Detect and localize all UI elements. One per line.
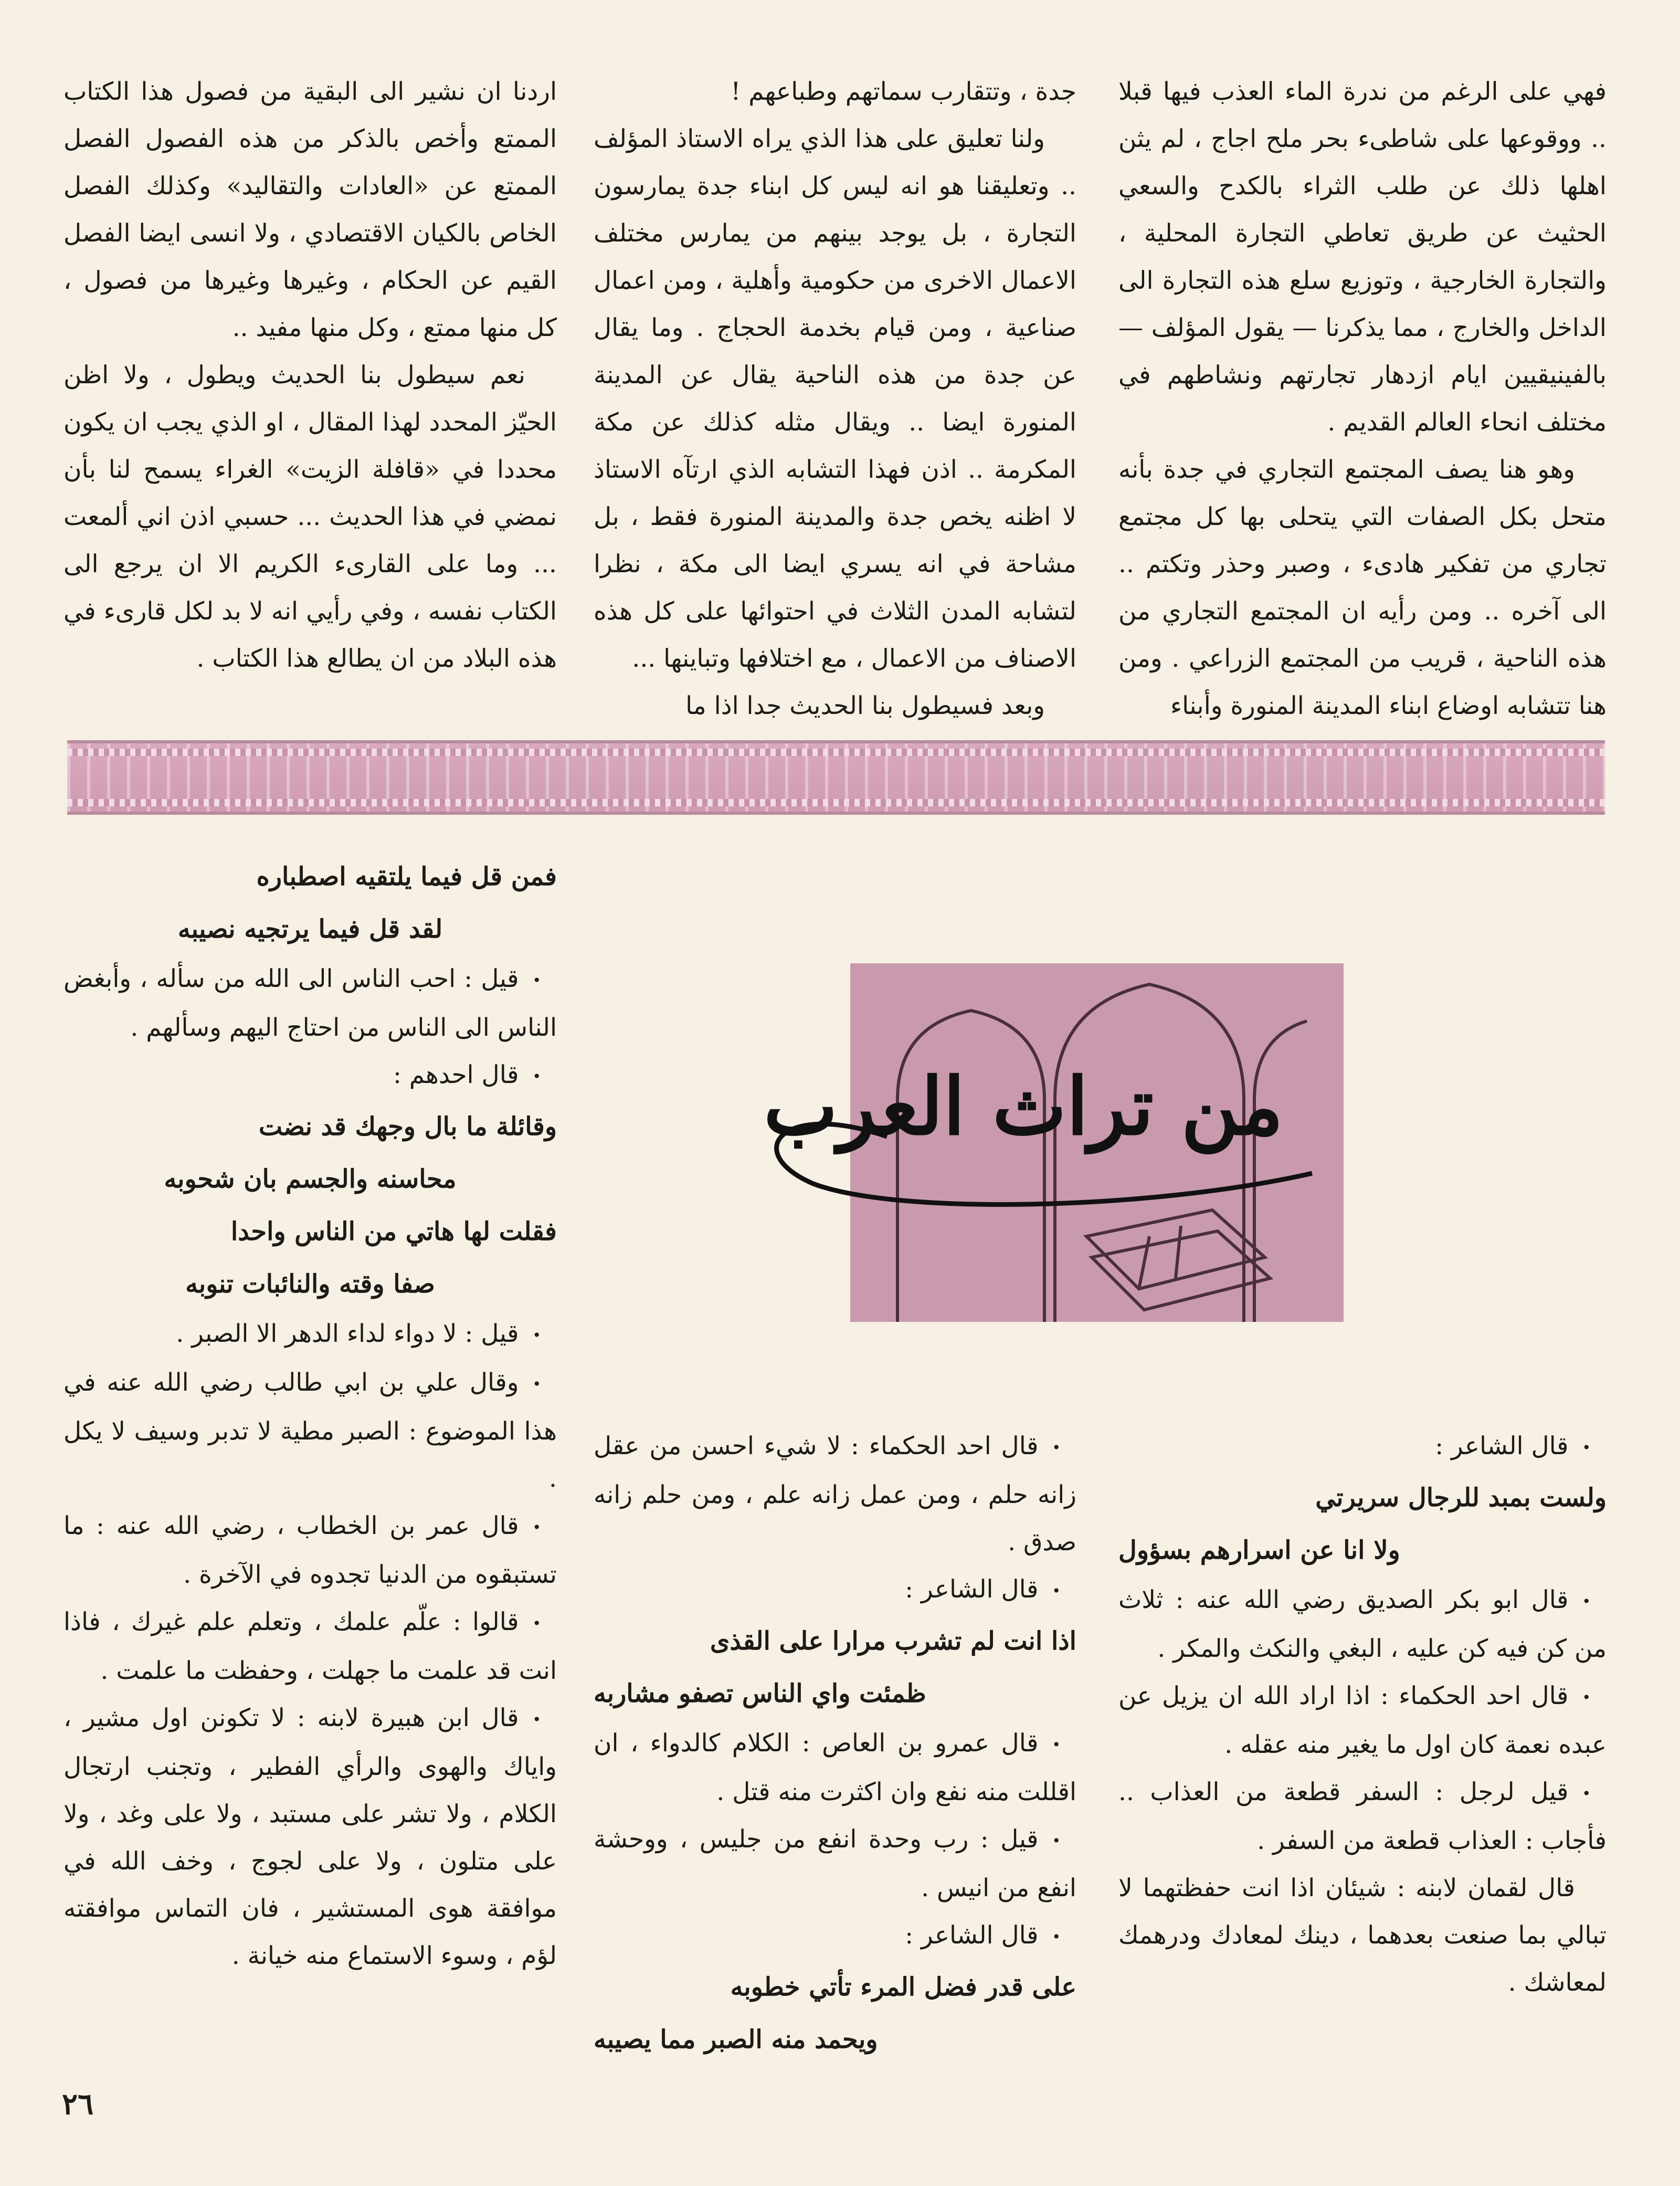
paragraph: فهي على الرغم من ندرة الماء العذب فيها قبلا .. ووقوعها على شاطىء بحر ملح اجاج ، لم يثن اهلها ذلك عن طلب الثراء بالكدح والسعي الحثيث عن طريق تعاطي التجارة المحلية ، والتجارة الخارجية ، وتوزيع سلع هذه التجارة الى الداخل والخارج ، مما يذكرنا — يقول المؤلف — بالفينيقيين ايام ازدهار تجارتهم ونشاطهم في مختلف انحاء العالم القديم . xyxy=(1118,77,1607,437)
list-item: • قيل : لا دواء لداء الدهر الا الصبر . xyxy=(64,1310,557,1359)
list-item: • قال الشاعر : xyxy=(594,1912,1076,1961)
verse-line: اذا انت لم تشرب مرارا على القذى xyxy=(710,1626,1076,1656)
verse-line: صفا وقته والنائبات تنوبه xyxy=(185,1269,435,1299)
list-item: • قيل : رب وحدة انفع من جليس ، ووحشة انفع من انيس . xyxy=(594,1816,1076,1912)
list-item: • قال احد الحكماء : لا شيء احسن من عقل زانه حلم ، ومن عمل زانه علم ، ومن حلم زانه صدق . xyxy=(594,1423,1076,1566)
paragraph: وهو هنا يصف المجتمع التجاري في جدة بأنه متحل بكل الصفات التي يتحلى بها كل مجتمع تجاري من تفكير هادىء ، وصبر وحذر وتكتم .. الى آخره .. ومن رأيه ان المجتمع التجاري من هذه الناحية ، قريب من المجتمع الزراعي . ومن هنا تتشابه اوضاع ابناء المدينة المنورة وأبناء xyxy=(1118,455,1607,720)
list-item: • قال عمر بن الخطاب ، رضي الله عنه : ما تستبقوه من الدنيا تجدوه في الآخرة . xyxy=(64,1502,557,1599)
top-column-middle xyxy=(594,68,1076,730)
list-item: • قال احدهم : xyxy=(64,1052,557,1100)
paragraph: اردنا ان نشير الى البقية من فصول هذا الكتاب الممتع وأخص بالذكر من هذه الفصول الفصل الممتع عن «العادات والتقاليد» وكذلك الفصل الخاص بالكيان الاقتصادي ، ولا انسى ايضا الفصل القيم عن الحكام ، وغيرها وغيرها من فصول ، كل منها ممتع ، وكل منها مفيد .. xyxy=(64,77,557,342)
bottom-column-middle xyxy=(594,1423,1076,2066)
paragraph: جدة ، وتتقارب سماتهم وطباعهم ! xyxy=(731,77,1076,106)
list-item: • قالوا : علّم علمك ، وتعلم علم غيرك ، فاذا انت قد علمت ما جهلت ، وحفظت ما علمت . xyxy=(64,1599,557,1695)
verse-line: ظمئت واي الناس تصفو مشاربه xyxy=(594,1679,926,1708)
list-item: • قال الشاعر : xyxy=(594,1566,1076,1615)
verse-line: ولست بمبد للرجال سريرتي xyxy=(1315,1483,1607,1512)
section-title: من تراث العرب xyxy=(763,1060,1284,1153)
verse-line: فقلت لها هاتي من الناس واحدا xyxy=(230,1217,557,1246)
list-item: • قال احد الحكماء : اذا اراد الله ان يزيل عن عبده نعمة كان اول ما يغير منه عقله . xyxy=(1118,1673,1607,1769)
list-item: • قال عمرو بن العاص : الكلام كالدواء ، ان اقللت منه نفع وان اكثرت منه قتل . xyxy=(594,1720,1076,1816)
bottom-column-right xyxy=(1118,1423,1607,2006)
verse-line: ويحمد منه الصبر مما يصيبه xyxy=(594,2025,878,2054)
list-item: • قال الشاعر : xyxy=(1118,1423,1607,1472)
list-item: • وقال علي بن ابي طالب رضي الله عنه في هذا الموضوع : الصبر مطية لا تدبر وسيف لا يكل . xyxy=(64,1359,557,1502)
decorative-banner xyxy=(67,740,1605,815)
verse-line: ولا انا عن اسرارهم بسؤول xyxy=(1118,1536,1400,1565)
paragraph: نعم سيطول بنا الحديث ويطول ، ولا اظن الحيّز المحدد لهذا المقال ، او الذي يجب ان يكون محددا في «قافلة الزيت» الغراء يسمح لنا بأن نمضي في هذا الحديث ... حسبي اذن اني ألمعت ... وما على القارىء الكريم الا ان يرجع الى الكتاب نفسه ، وفي رأيي انه لا بد لكل قارىء في هذه البلاد من ان يطالع هذا الكتاب . xyxy=(64,361,557,673)
paragraph: ولنا تعليق على هذا الذي يراه الاستاذ المؤلف .. وتعليقنا هو انه ليس كل ابناء جدة يمارسون التجارة ، بل يوجد بينهم من يمارس مختلف الاعمال الاخرى من حكومية وأهلية ، ومن اعمال صناعية ، ومن قيام بخدمة الحجاج . وما يقال عن جدة من هذه الناحية يقال عن المدينة المنورة ايضا .. ويقال مثله كذلك عن مكة المكرمة .. اذن فهذا التشابه الذي ارتآه الاستاذ لا اظنه يخص جدة والمدينة المنورة فقط ، بل مشاحة في انه يسري ايضا الى مكة ، نظرا لتشابه المدن الثلاث في احتوائها على كل هذه الاصناف من الاعمال ، مع اختلافها وتباينها ... xyxy=(594,124,1076,673)
verse-line: محاسنه والجسم بان شحوبه xyxy=(164,1164,457,1194)
verse-line: وقائلة ما بال وجهك قد نضت xyxy=(258,1112,557,1141)
verse-line: فمن قل فيما يلتقيه اصطباره xyxy=(256,862,557,891)
bottom-column-left xyxy=(64,850,557,1980)
list-item: • قال ابو بكر الصديق رضي الله عنه : ثلاث من كن فيه كن عليه ، البغي والنكث والمكر . xyxy=(1118,1577,1607,1673)
paragraph: وبعد فسيطول بنا الحديث جدا اذا ما xyxy=(685,691,1045,720)
page-number: ٢٦ xyxy=(62,2087,94,2121)
list-item: • قال ابن هبيرة لابنه : لا تكونن اول مشير ، واياك والهوى والرأي الفطير ، وتجنب ارتجال الكلام ، ولا تشر على مستبد ، ولا على وغد ، ولا على متلون ، ولا على لجوج ، وخف الله في موافقة هوى المستشير ، فان التماس موافقته لؤم ، وسوء الاستماع منه خيانة . xyxy=(64,1695,557,1980)
verse-line: على قدر فضل المرء تأتي خطوبه xyxy=(730,1972,1076,2002)
top-column-right xyxy=(1118,68,1607,730)
verse-line: لقد قل فيما يرتجيه نصيبه xyxy=(177,915,443,944)
paragraph: قال لقمان لابنه : شيئان اذا انت حفظتهما لا تبالي بما صنعت بعدهما ، دينك لمعادك ودرهمك لمعاشك . xyxy=(1118,1874,1607,1997)
list-item: • قيل لرجل : السفر قطعة من العذاب .. فأجاب : العذاب قطعة من السفر . xyxy=(1118,1769,1607,1865)
list-item: • قيل : احب الناس الى الله من سأله ، وأبغض الناس الى الناس من احتاج اليهم وسألهم . xyxy=(64,955,557,1052)
top-column-left xyxy=(64,68,557,682)
